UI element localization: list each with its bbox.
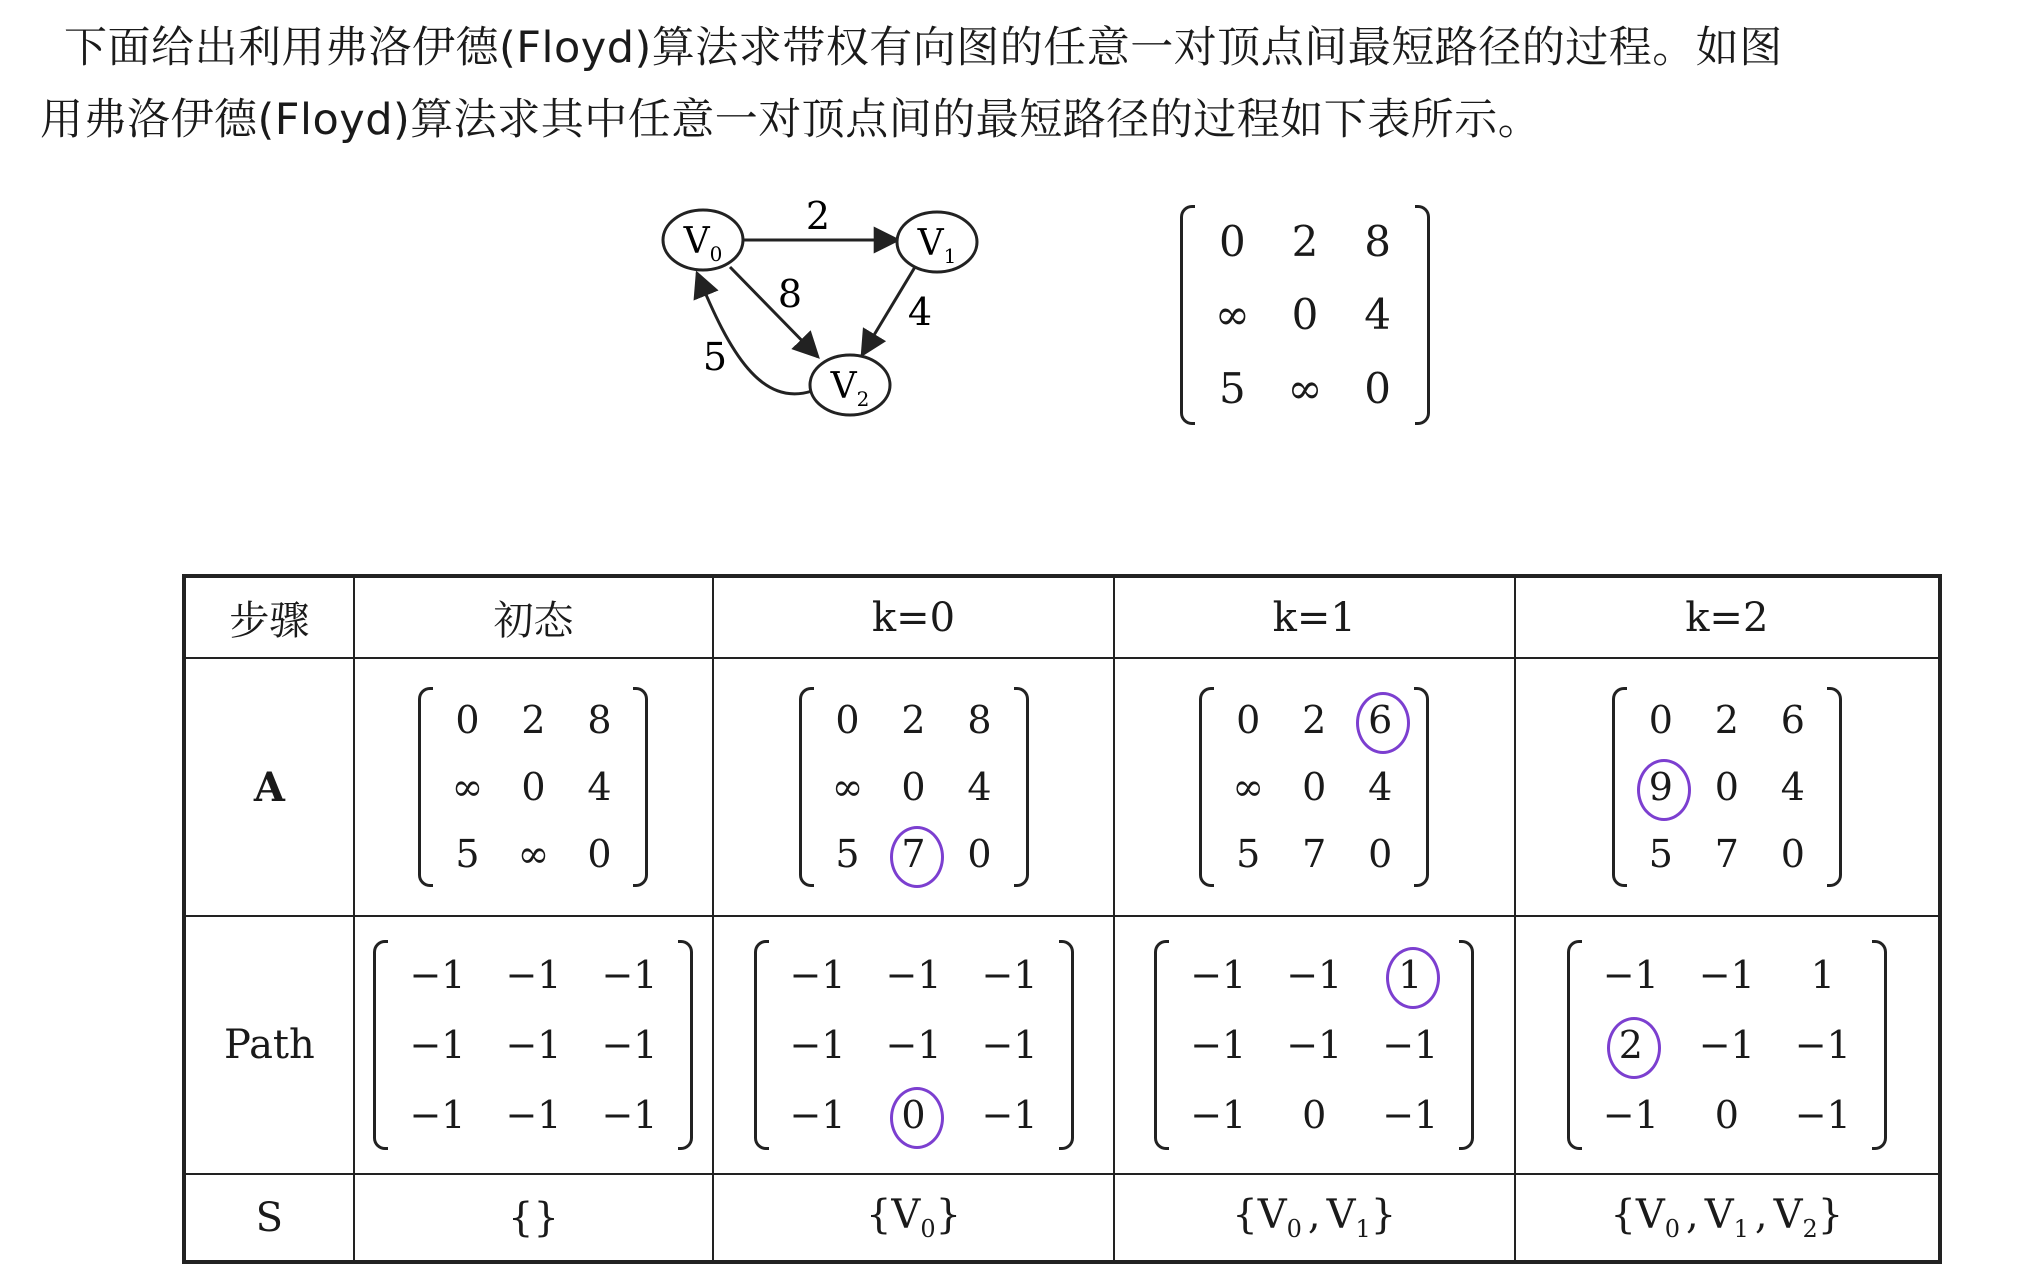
matrix-cell-r2-c0: −1 bbox=[1602, 1093, 1659, 1137]
edge-weight-v0-v1: 2 bbox=[805, 195, 831, 238]
s-set-k0 bbox=[713, 1174, 1114, 1262]
path-matrix-k2 bbox=[1567, 940, 1887, 1150]
path-matrix-cell-0 bbox=[354, 916, 713, 1174]
matrix-cell-r2-c2: −1 bbox=[1382, 1093, 1439, 1137]
header-k1: k=1 bbox=[1114, 576, 1515, 658]
matrix-cell-r1-c2: 4 bbox=[1780, 764, 1805, 809]
a-matrix-cell-0 bbox=[354, 658, 713, 916]
path-matrix-cell-2 bbox=[1114, 916, 1515, 1174]
a-matrix-cell-3 bbox=[1515, 658, 1940, 916]
right-bracket bbox=[1872, 940, 1887, 1150]
matrix-cell-r2-c2: 0 bbox=[967, 831, 992, 876]
matrix-cell-r0-c0: −1 bbox=[789, 953, 846, 997]
matrix-cell-r0-c2: 6 bbox=[1368, 698, 1393, 743]
row-label-path: Path bbox=[184, 916, 354, 1174]
row-label-a: A bbox=[184, 658, 354, 916]
path-matrix-initial bbox=[373, 940, 693, 1150]
matrix-cell-r0-c2: −1 bbox=[981, 953, 1038, 997]
a-matrix-k1 bbox=[1199, 687, 1429, 887]
path-matrix-k1 bbox=[1154, 940, 1474, 1150]
set-vertex: $V_0$ bbox=[1257, 1192, 1302, 1243]
set-vertex: $V_1$ bbox=[1326, 1192, 1371, 1243]
path-matrix-cell-3 bbox=[1515, 916, 1940, 1174]
a-matrix-cell-2 bbox=[1114, 658, 1515, 916]
matrix-cell-r0-c1: 2 bbox=[1291, 217, 1319, 267]
edge-v0-v1 bbox=[742, 195, 898, 240]
set-vertex: $V_2$ bbox=[1773, 1192, 1818, 1243]
matrix-cell-r1-c1: −1 bbox=[505, 1023, 562, 1067]
matrix-cell-r0-c2: 8 bbox=[1364, 217, 1392, 267]
intro-line-2: 用弗洛伊德(Floyd)算法求其中任意一对顶点间的最短路径的过程如下表所示。 bbox=[40, 95, 1542, 145]
matrix-cell-r1-c1: 0 bbox=[1302, 764, 1327, 809]
matrix-cell-r2-c2: 0 bbox=[1368, 831, 1393, 876]
matrix-cell-r1-c2: −1 bbox=[1794, 1023, 1851, 1067]
matrix-cell-r2-c2: −1 bbox=[1794, 1093, 1851, 1137]
matrix-cell-r1-c0: −1 bbox=[409, 1023, 466, 1067]
matrix-cell-r1-c2: 4 bbox=[1364, 290, 1392, 340]
matrix-cell-r2-c1: ∞ bbox=[517, 831, 550, 876]
node-v1 bbox=[897, 212, 977, 272]
a-matrix-cell-1 bbox=[713, 658, 1114, 916]
set-vertex: $V_1$ bbox=[1704, 1192, 1749, 1243]
edge-v1-v2 bbox=[862, 267, 932, 355]
node-v2 bbox=[810, 355, 890, 415]
matrix-cell-r1-c0: ∞ bbox=[1214, 290, 1250, 340]
left-bracket bbox=[1612, 687, 1627, 887]
left-bracket bbox=[373, 940, 388, 1150]
right-bracket bbox=[1459, 940, 1474, 1150]
path-matrix-cell-1 bbox=[713, 916, 1114, 1174]
matrix-cell-r2-c1: ∞ bbox=[1287, 363, 1323, 413]
matrix-cell-r2-c2: −1 bbox=[601, 1093, 658, 1137]
set-separator: , bbox=[1754, 1192, 1768, 1238]
matrix-cell-r0-c2: 6 bbox=[1780, 698, 1805, 743]
right-bracket bbox=[1059, 940, 1074, 1150]
matrix-cell-r2-c1: 0 bbox=[901, 1093, 926, 1137]
matrix-cell-r1-c1: 0 bbox=[1291, 290, 1319, 340]
set-separator: , bbox=[1685, 1192, 1699, 1238]
floyd-steps-table bbox=[182, 574, 1942, 1264]
matrix-cell-r0-c0: 0 bbox=[1648, 698, 1673, 743]
matrix-cell-r2-c1: 0 bbox=[1714, 1093, 1739, 1137]
a-matrix-k2 bbox=[1612, 687, 1842, 887]
matrix-cell-r1-c2: 4 bbox=[587, 764, 612, 809]
matrix-cell-r1-c1: −1 bbox=[1286, 1023, 1343, 1067]
left-bracket bbox=[754, 940, 769, 1150]
matrix-cell-r1-c0: 9 bbox=[1648, 764, 1673, 809]
matrix-cell-r1-c2: −1 bbox=[1382, 1023, 1439, 1067]
matrix-cell-r1-c2: −1 bbox=[601, 1023, 658, 1067]
right-bracket bbox=[1014, 687, 1029, 887]
set-open-brace: { bbox=[1610, 1192, 1636, 1238]
matrix-cell-r2-c0: 5 bbox=[455, 831, 480, 876]
matrix-cell-r1-c0: ∞ bbox=[451, 764, 484, 809]
matrix-cell-r2-c2: 0 bbox=[1780, 831, 1805, 876]
matrix-cell-r1-c1: 0 bbox=[521, 764, 546, 809]
node-v0-label: V bbox=[683, 221, 710, 262]
matrix-cell-r2-c0: 5 bbox=[1648, 831, 1673, 876]
matrix-cell-r0-c2: 8 bbox=[967, 698, 992, 743]
matrix-cell-r1-c2: 4 bbox=[967, 764, 992, 809]
left-bracket bbox=[1567, 940, 1582, 1150]
matrix-grid bbox=[1628, 687, 1826, 887]
header-k2: k=2 bbox=[1515, 576, 1940, 658]
matrix-cell-r2-c1: 7 bbox=[901, 831, 926, 876]
node-v1-sub: 1 bbox=[943, 244, 957, 268]
s-set-k2 bbox=[1515, 1174, 1940, 1262]
adjacency-matrix bbox=[1180, 205, 1430, 425]
matrix-cell-r2-c1: 7 bbox=[1302, 831, 1327, 876]
set-close-brace: } bbox=[935, 1192, 962, 1238]
right-bracket bbox=[633, 687, 648, 887]
matrix-cell-r0-c0: 0 bbox=[835, 698, 860, 743]
right-bracket bbox=[1414, 687, 1429, 887]
left-bracket bbox=[1180, 205, 1195, 425]
header-k0: k=0 bbox=[713, 576, 1114, 658]
matrix-cell-r0-c2: −1 bbox=[601, 953, 658, 997]
matrix-cell-r0-c0: 0 bbox=[455, 698, 480, 743]
matrix-cell-r2-c0: −1 bbox=[789, 1093, 846, 1137]
matrix-grid bbox=[1215, 687, 1413, 887]
set-close-brace: } bbox=[1817, 1192, 1844, 1238]
matrix-grid bbox=[1196, 205, 1414, 425]
matrix-cell-r2-c1: 7 bbox=[1714, 831, 1739, 876]
s-set-k1 bbox=[1114, 1174, 1515, 1262]
right-bracket bbox=[678, 940, 693, 1150]
left-bracket bbox=[418, 687, 433, 887]
node-v2-label: V bbox=[830, 366, 857, 407]
matrix-cell-r1-c1: 0 bbox=[901, 764, 926, 809]
header-step: 步骤 bbox=[184, 576, 354, 658]
a-matrix-initial bbox=[418, 687, 648, 887]
edge-v0-v2 bbox=[730, 267, 818, 357]
matrix-cell-r0-c1: 2 bbox=[901, 698, 926, 743]
matrix-cell-r1-c2: −1 bbox=[981, 1023, 1038, 1067]
set-vertex: $V_0$ bbox=[891, 1192, 936, 1243]
matrix-cell-r2-c2: −1 bbox=[981, 1093, 1038, 1137]
set-vertex: $V_0$ bbox=[1635, 1192, 1680, 1243]
header-initial: 初态 bbox=[354, 576, 713, 658]
intro-line-1: 下面给出利用弗洛伊德(Floyd)算法求带权有向图的任意一对顶点间最短路径的过程。如图 bbox=[64, 23, 1783, 73]
a-matrix-k0 bbox=[799, 687, 1029, 887]
matrix-grid bbox=[389, 940, 677, 1150]
node-v0 bbox=[663, 210, 743, 270]
right-bracket bbox=[1415, 205, 1430, 425]
matrix-cell-r0-c0: −1 bbox=[1602, 953, 1659, 997]
node-v1-label: V bbox=[917, 223, 944, 264]
matrix-grid bbox=[815, 687, 1013, 887]
matrix-cell-r0-c0: 0 bbox=[1218, 217, 1246, 267]
matrix-cell-r2-c0: −1 bbox=[409, 1093, 466, 1137]
node-v2-sub: 2 bbox=[856, 387, 870, 411]
matrix-cell-r0-c0: 0 bbox=[1236, 698, 1261, 743]
matrix-cell-r0-c1: −1 bbox=[1698, 953, 1755, 997]
matrix-cell-r2-c2: 0 bbox=[1364, 363, 1392, 413]
matrix-cell-r1-c0: 2 bbox=[1618, 1023, 1643, 1067]
matrix-cell-r2-c0: −1 bbox=[1190, 1093, 1247, 1137]
matrix-cell-r0-c2: 1 bbox=[1810, 953, 1835, 997]
row-label-s: S bbox=[184, 1174, 354, 1262]
matrix-cell-r0-c1: 2 bbox=[1714, 698, 1739, 743]
left-bracket bbox=[1154, 940, 1169, 1150]
matrix-cell-r0-c1: −1 bbox=[1286, 953, 1343, 997]
matrix-cell-r2-c0: 5 bbox=[835, 831, 860, 876]
matrix-cell-r2-c1: −1 bbox=[505, 1093, 562, 1137]
matrix-cell-r1-c1: −1 bbox=[885, 1023, 942, 1067]
matrix-cell-r1-c1: 0 bbox=[1714, 764, 1739, 809]
matrix-cell-r0-c1: 2 bbox=[1302, 698, 1327, 743]
node-v0-sub: 0 bbox=[709, 242, 723, 266]
edge-weight-v2-v0: 5 bbox=[702, 335, 728, 379]
set-open-brace: { bbox=[865, 1192, 892, 1238]
matrix-grid bbox=[1583, 940, 1871, 1150]
right-bracket bbox=[1827, 687, 1842, 887]
weighted-digraph bbox=[650, 195, 1010, 435]
set-close-brace: } bbox=[533, 1194, 559, 1241]
matrix-grid bbox=[434, 687, 632, 887]
left-bracket bbox=[1199, 687, 1214, 887]
matrix-cell-r0-c1: −1 bbox=[505, 953, 562, 997]
set-close-brace: } bbox=[1370, 1192, 1397, 1238]
matrix-cell-r1-c2: 4 bbox=[1368, 764, 1393, 809]
matrix-cell-r1-c0: ∞ bbox=[831, 764, 864, 809]
matrix-grid bbox=[1170, 940, 1458, 1150]
matrix-cell-r1-c0: −1 bbox=[789, 1023, 846, 1067]
matrix-cell-r1-c0: ∞ bbox=[1232, 764, 1265, 809]
intro-text bbox=[40, 12, 2000, 156]
set-separator: , bbox=[1307, 1192, 1321, 1238]
matrix-cell-r1-c1: −1 bbox=[1698, 1023, 1755, 1067]
set-open-brace: { bbox=[1232, 1192, 1258, 1238]
matrix-cell-r2-c0: 5 bbox=[1236, 831, 1261, 876]
matrix-cell-r2-c2: 0 bbox=[587, 831, 612, 876]
matrix-cell-r0-c1: −1 bbox=[885, 953, 942, 997]
s-set-initial bbox=[354, 1174, 713, 1262]
set-open-brace: { bbox=[508, 1194, 534, 1241]
left-bracket bbox=[799, 687, 814, 887]
matrix-cell-r0-c2: 8 bbox=[587, 698, 612, 743]
matrix-cell-r0-c2: 1 bbox=[1398, 953, 1423, 997]
edge-weight-v0-v2: 8 bbox=[777, 272, 803, 316]
matrix-cell-r1-c0: −1 bbox=[1190, 1023, 1247, 1067]
matrix-cell-r0-c0: −1 bbox=[409, 953, 466, 997]
edge-weight-v1-v2: 4 bbox=[907, 290, 933, 334]
matrix-cell-r0-c1: 2 bbox=[521, 698, 546, 743]
matrix-cell-r2-c1: 0 bbox=[1302, 1093, 1327, 1137]
matrix-cell-r0-c0: −1 bbox=[1190, 953, 1247, 997]
matrix-cell-r2-c0: 5 bbox=[1218, 363, 1246, 413]
path-matrix-k0 bbox=[754, 940, 1074, 1150]
matrix-grid bbox=[770, 940, 1058, 1150]
